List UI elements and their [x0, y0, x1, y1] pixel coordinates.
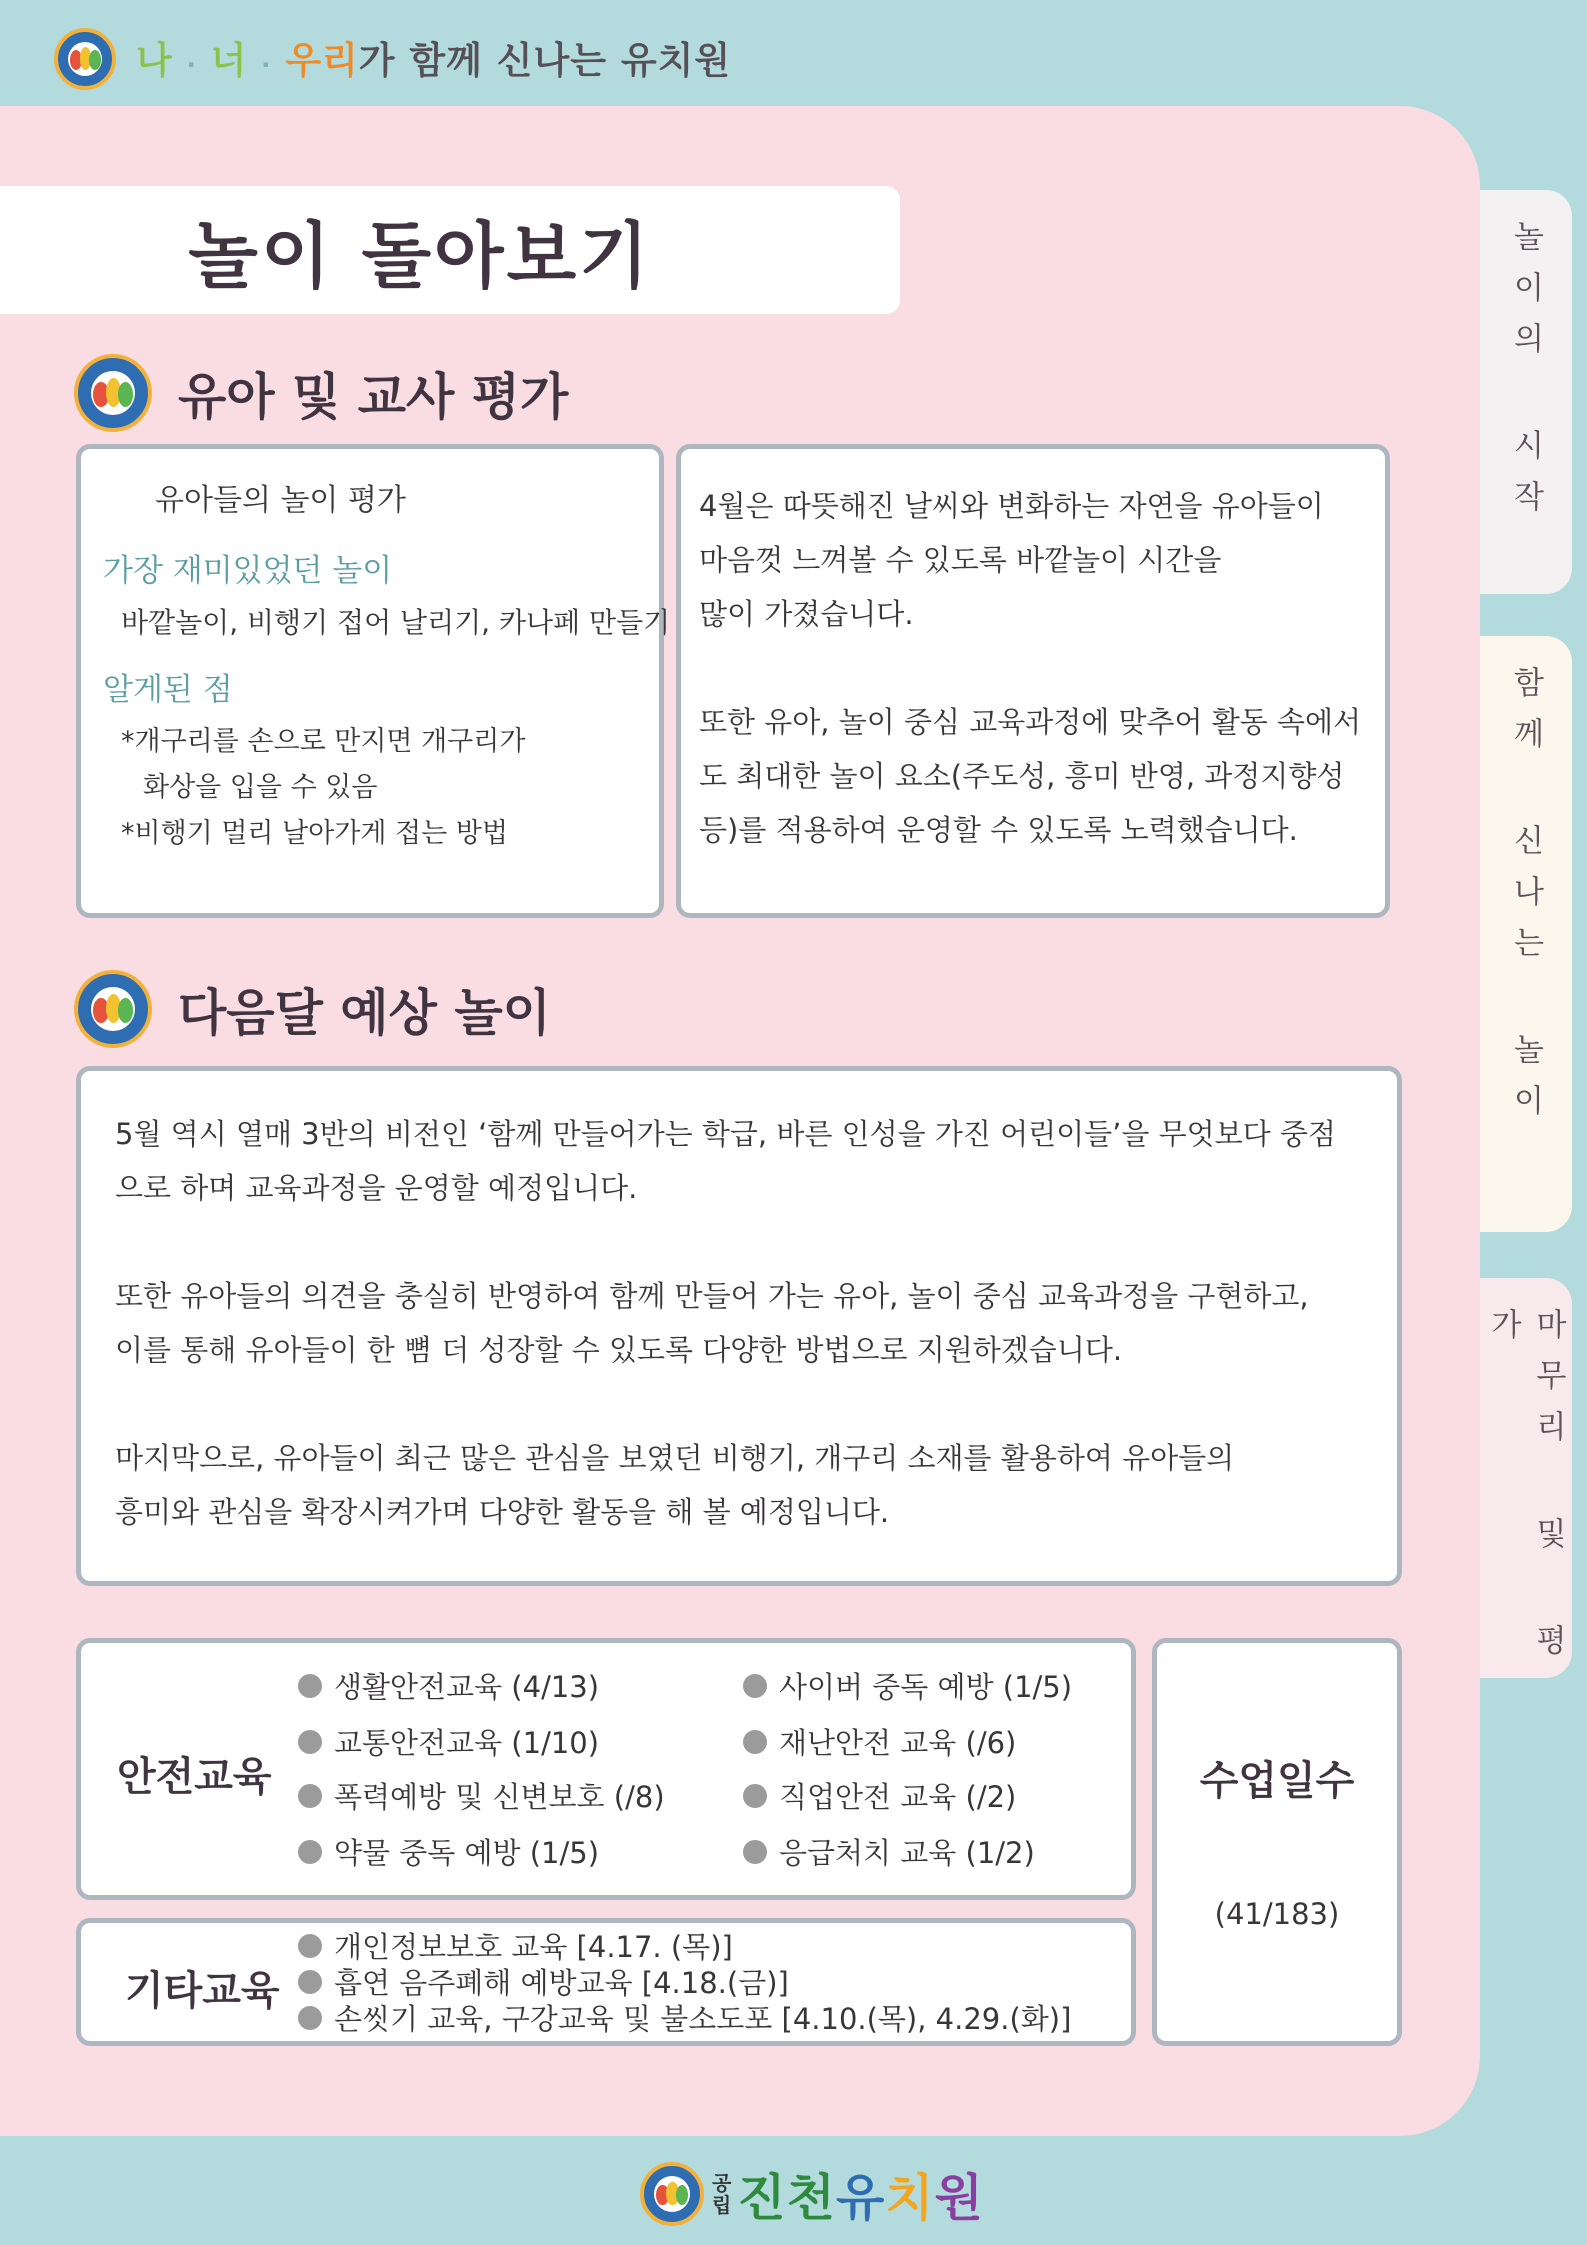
bullet-dot-icon: [743, 1730, 767, 1754]
tab-label: 함께 신나는 놀이: [1507, 666, 1544, 1135]
safety-item: 응급처치 교육 (1/2): [743, 1831, 1035, 1872]
slogan-uri: 우리: [285, 39, 359, 82]
learned-item-continued: 화상을 입을 수 있음: [143, 772, 378, 803]
teacher-summary-card: [676, 444, 1390, 918]
tab-label: 마무리 및 평가: [1485, 1308, 1566, 1675]
bullet-dot-icon: [298, 1730, 322, 1754]
child-evaluation-card: [76, 444, 671, 918]
tab-play-together[interactable]: [1480, 636, 1572, 1232]
school-days-box: [1152, 1638, 1402, 2046]
slogan-dot: ·: [186, 51, 197, 79]
tab-wrapup-eval[interactable]: [1480, 1278, 1572, 1678]
bullet-dot-icon: [743, 1674, 767, 1698]
kindergarten-logo-icon: [74, 354, 152, 432]
other-item: 손씻기 교육, 구강교육 및 불소도포 [4.10.(목), 4.29.(화)]: [298, 1997, 1071, 2038]
header-slogan: [136, 30, 731, 84]
section-title: 유아 및 교사 평가: [178, 368, 569, 426]
slogan-na: 나: [136, 39, 173, 82]
section-heading-evaluation: [74, 354, 568, 432]
footer-kindergarten-name: 진천유치원: [737, 2169, 984, 2227]
other-item: 흡연 음주폐해 예방교육 [4.18.(금)]: [298, 1961, 789, 2002]
section-heading-next-month: [74, 970, 551, 1048]
title-box: [0, 186, 900, 314]
bullet-dot-icon: [743, 1840, 767, 1864]
safety-item: 약물 중독 예방 (1/5): [298, 1831, 599, 1872]
safety-education-box: [76, 1638, 1136, 1900]
safety-item: 직업안전 교육 (/2): [743, 1775, 1016, 1816]
safety-item: 폭력예방 및 신변보호 (/8): [298, 1775, 665, 1816]
kindergarten-logo-icon: [54, 28, 116, 90]
teacher-summary-text: 4월은 따뜻해진 날씨와 변화하는 자연을 유아들이 마음껏 느껴볼 수 있도록 바깥놀이 시간을 많이 가졌습니다. 또한 유아, 놀이 중심 교육과정에 맞추어 활동 속에서 도 최대한 놀이 요소(주도성, 흥미 반영, 과정지향성 등)를 적용하여 운영할 수 있도록 노력했습니다.: [699, 489, 1362, 847]
next-month-card: [76, 1066, 1402, 1586]
fun-play-text: 바깥놀이, 비행기 접어 날리기, 카나페 만들기: [121, 606, 671, 639]
slogan-rest: 가 함께 신나는 유치원: [358, 39, 732, 82]
safety-education-label: 안전교육: [117, 1754, 272, 1800]
fun-play-heading: 가장 재미있었던 놀이: [103, 553, 393, 589]
other-education-box: [76, 1918, 1136, 2046]
bullet-dot-icon: [298, 1970, 322, 1994]
footer-public-label: 공 립: [712, 2171, 732, 2217]
slogan-neo: 너: [210, 39, 248, 82]
school-days-label: 수업일수: [1199, 1758, 1355, 1804]
slogan-dot: ·: [261, 51, 272, 79]
bullet-dot-icon: [743, 1784, 767, 1808]
safety-item: 재난안전 교육 (/6): [743, 1721, 1016, 1762]
learned-heading: 알게된 점: [103, 672, 233, 708]
safety-item: 교통안전교육 (1/10): [298, 1721, 599, 1762]
kindergarten-logo-icon: [74, 970, 152, 1048]
footer-brand: [640, 2158, 984, 2230]
section-title: 다음달 예상 놀이: [178, 984, 551, 1042]
tab-play-start[interactable]: [1480, 190, 1572, 594]
page-title: 놀이 돌아보기: [188, 214, 652, 298]
safety-item: 사이버 중독 예방 (1/5): [743, 1665, 1072, 1706]
bullet-dot-icon: [298, 2006, 322, 2030]
eval-heading: 유아들의 놀이 평가: [155, 483, 406, 518]
kindergarten-logo-icon: [640, 2162, 704, 2226]
next-month-text: 5월 역시 열매 3반의 비전인 ‘함께 만들어가는 학급, 바른 인성을 가진 어린이들’을 무엇보다 중점 으로 하며 교육과정을 운영할 예정입니다. 또한 유아들의 의견을 충실히 반영하여 함께 만들어 가는 유아, 놀이 중심 교육과정을 구현하고, 이를 통해 유아들이 한 뼘 더 성장할 수 있도록 다양한 방법으로 지원하겠습니다. 마지막으로, 유아들이 최근 많은 관심을 보였던 비행기, 개구리 소재를 활용하여 유아들의 흥미와 관심을 확장시켜가며 다양한 활동을 해 볼 예정입니다.: [115, 1117, 1336, 1529]
tab-label: 놀이의 시작: [1507, 220, 1544, 531]
bullet-dot-icon: [298, 1840, 322, 1864]
bullet-dot-icon: [298, 1784, 322, 1808]
other-education-label: 기타교육: [125, 1968, 280, 2014]
learned-item: *개구리를 손으로 만지면 개구리가: [121, 726, 526, 757]
bullet-dot-icon: [298, 1934, 322, 1958]
school-days-value: (41/183): [1214, 1897, 1340, 1931]
bullet-dot-icon: [298, 1674, 322, 1698]
learned-item: *비행기 멀리 날아가게 접는 방법: [121, 818, 508, 849]
other-item: 개인정보보호 교육 [4.17. (목)]: [298, 1925, 733, 1966]
safety-item: 생활안전교육 (4/13): [298, 1665, 599, 1706]
